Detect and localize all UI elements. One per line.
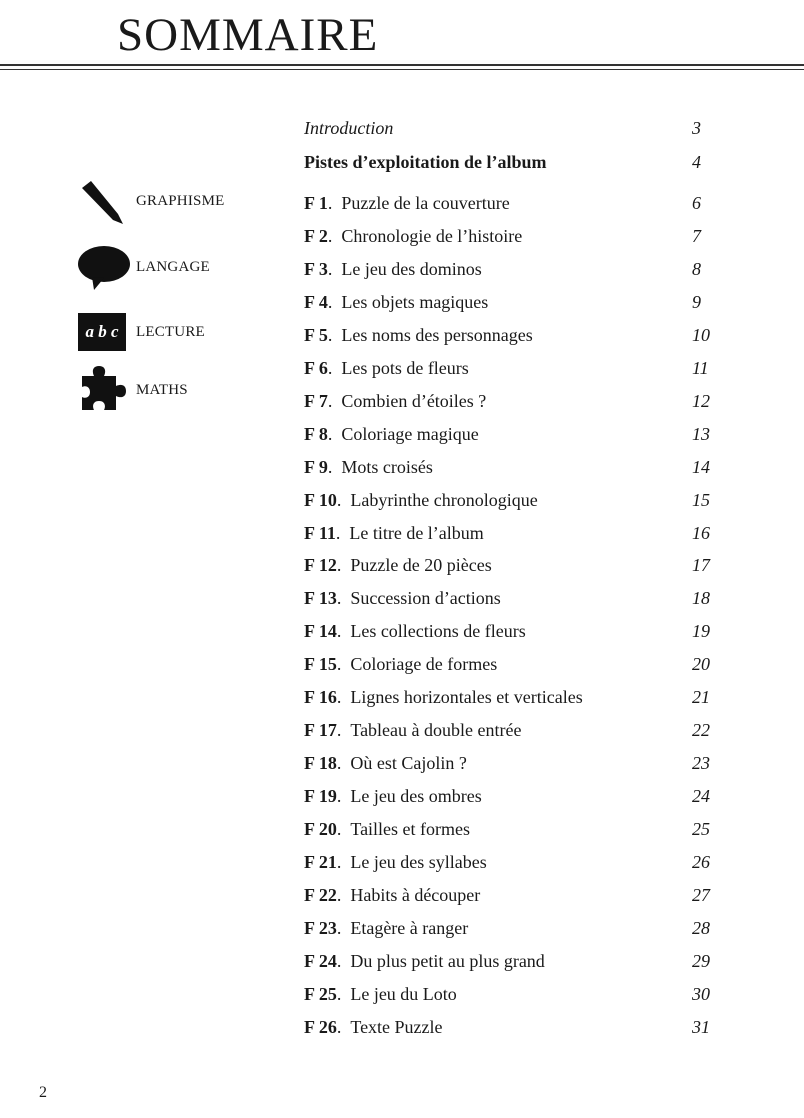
toc-title: Les collections de fleurs [350,621,526,642]
toc-separator: . [336,884,351,905]
toc-page: 8 [692,258,701,279]
toc-separator: . [327,357,342,378]
toc-page: 15 [692,489,710,510]
toc-page: 12 [692,390,710,411]
toc-separator: . [336,654,351,675]
toc-code: F 6 [304,357,328,378]
toc-page: 21 [692,687,710,708]
toc-entry[interactable] [304,323,724,347]
toc-page: 9 [692,291,701,312]
toc-page: 19 [692,621,710,642]
toc-separator: . [336,555,351,576]
toc-title: Habits à découper [350,884,481,905]
toc-page: 3 [692,118,701,138]
abc-icon: a b c [78,313,126,351]
toc-code: F 22 [304,884,337,905]
toc-entry[interactable] [304,883,724,907]
toc-code: F 3 [304,258,328,279]
toc-entry[interactable] [304,685,724,709]
toc-entry[interactable] [304,916,724,940]
toc-title: Puzzle de la couverture [341,193,510,213]
page-title: SOMMAIRE [117,9,379,61]
toc-page: 30 [692,983,710,1004]
toc-code: F 8 [304,423,328,444]
toc-entry[interactable] [304,751,724,775]
toc-separator: . [336,983,351,1004]
legend-label: LECTURE [136,324,205,340]
toc-title: Chronologie de l’histoire [341,225,523,246]
toc-separator: . [336,1016,351,1037]
legend-label: MATHS [136,382,188,398]
toc-separator: . [327,324,342,345]
toc-entry[interactable] [304,422,724,446]
toc-code: F 15 [304,654,337,675]
toc-entry[interactable] [304,488,724,512]
toc-code: F 2 [304,225,328,246]
toc-page: 27 [692,884,710,905]
toc-code: F 19 [304,786,337,807]
toc-code: F 16 [304,687,337,708]
legend-label: LANGAGE [136,259,210,275]
toc-title: Où est Cajolin ? [350,753,467,774]
toc-separator: . [327,390,342,411]
toc-page: 26 [692,852,710,872]
toc-page: 28 [692,917,710,938]
toc-code: F 5 [304,324,328,345]
toc-page: 23 [692,753,710,774]
toc-entry[interactable] [304,718,724,742]
toc-separator: . [336,819,351,840]
toc-page: 10 [692,324,710,345]
toc-code: F 9 [304,456,328,477]
toc-code: F 17 [304,720,337,741]
toc-entry[interactable] [304,553,724,577]
toc-title: Tableau à double entrée [350,720,522,741]
toc-code: F 12 [304,555,337,576]
toc-entry[interactable] [304,817,724,841]
toc-separator: . [327,193,342,213]
toc-title: Texte Puzzle [350,1016,443,1037]
title-rule-top [0,64,804,66]
toc-entry[interactable] [304,1015,724,1039]
toc-page: 13 [692,423,710,444]
toc-title: Le titre de l’album [349,522,484,543]
toc-code: F 26 [304,1016,337,1037]
toc-code: F 21 [304,852,337,872]
toc-title: Le jeu des dominos [341,258,482,279]
toc-code: F 20 [304,819,337,840]
toc-title: Les pots de fleurs [341,357,469,378]
toc-title: Succession d’actions [350,588,501,609]
toc-title: Le jeu des ombres [350,786,482,807]
toc-code: F 14 [304,621,337,642]
toc-entry[interactable] [304,191,724,215]
toc-title: Mots croisés [341,456,433,477]
toc-title: Coloriage de formes [350,654,498,675]
toc-title: Lignes horizontales et verticales [350,687,583,708]
toc-separator: . [335,522,350,543]
toc-entry[interactable] [304,521,724,545]
legend-item-graphisme [78,180,278,230]
toc-title: Tailles et formes [350,819,471,840]
toc-entry[interactable] [304,652,724,676]
toc-separator: . [327,456,342,477]
toc-code: F 1 [304,193,328,213]
toc-title: Du plus petit au plus grand [350,950,545,971]
puzzle-piece-icon [78,364,130,414]
toc-separator: . [336,950,351,971]
toc-separator: . [336,786,351,807]
toc-page: 6 [692,193,701,213]
toc-code: F 4 [304,291,328,312]
toc-entry[interactable] [304,784,724,808]
toc-entry[interactable] [304,389,724,413]
toc-title: Pistes d’exploitation de l’album [304,152,547,172]
toc-title: Labyrinthe chronologique [350,489,538,510]
toc-page: 7 [692,225,701,246]
toc-separator: . [327,423,342,444]
toc-title: Etagère à ranger [350,917,469,938]
toc-separator: . [336,720,351,741]
toc-page: 14 [692,456,710,477]
toc-title: Combien d’étoiles ? [341,390,487,411]
toc-page: 31 [692,1016,710,1037]
toc-page: 16 [692,522,710,543]
toc-separator: . [336,753,351,774]
toc-separator: . [336,687,351,708]
toc-page: 22 [692,720,710,741]
toc-title: Puzzle de 20 pièces [350,555,492,576]
toc-separator: . [327,291,342,312]
pencil-icon [78,180,128,226]
toc-title: Le jeu du Loto [350,983,457,1004]
page-number: 2 [39,1084,47,1101]
toc-entry[interactable] [304,224,724,248]
toc-code: F 25 [304,983,337,1004]
toc-entry[interactable] [304,949,724,973]
toc-page: 29 [692,950,710,971]
toc-page: 11 [692,357,709,378]
toc-entry[interactable] [304,290,724,314]
toc-separator: . [336,852,351,872]
toc-title: Introduction [304,118,394,138]
toc-separator: . [336,621,351,642]
legend-item-maths [78,364,278,414]
legend-item-langage [78,245,278,295]
toc-separator: . [336,489,351,510]
title-rule-bottom [0,69,804,70]
toc-page: 25 [692,819,710,840]
toc-entry[interactable] [304,850,724,874]
toc-page: 18 [692,588,710,609]
toc-entry[interactable] [304,455,724,479]
toc-code: F 11 [304,522,336,543]
toc-code: F 23 [304,917,337,938]
toc-code: F 13 [304,588,337,609]
toc-page: 4 [692,152,701,172]
toc-title: Les noms des personnages [341,324,533,345]
legend-item-lecture [78,313,278,363]
toc-intro[interactable] [304,116,724,140]
legend-label: GRAPHISME [136,193,225,209]
toc-separator: . [336,917,351,938]
toc-pistes[interactable] [304,150,724,174]
toc-title: Coloriage magique [341,423,479,444]
toc-code: F 18 [304,753,337,774]
toc-separator: . [327,258,342,279]
toc-title: Les objets magiques [341,291,489,312]
toc-entry[interactable] [304,982,724,1006]
toc-separator: . [336,588,351,609]
toc-entry[interactable] [304,619,724,643]
toc-separator: . [327,225,342,246]
toc-entry[interactable] [304,586,724,610]
toc-title: Le jeu des syllabes [350,852,487,872]
toc-code: F 7 [304,390,328,411]
toc-entry[interactable] [304,257,724,281]
toc-code: F 24 [304,950,337,971]
toc-entry[interactable] [304,356,724,380]
toc-code: F 10 [304,489,337,510]
toc-page: 17 [692,555,710,576]
speech-bubble-icon [78,245,132,291]
toc-page: 24 [692,786,710,807]
toc-page: 20 [692,654,710,675]
